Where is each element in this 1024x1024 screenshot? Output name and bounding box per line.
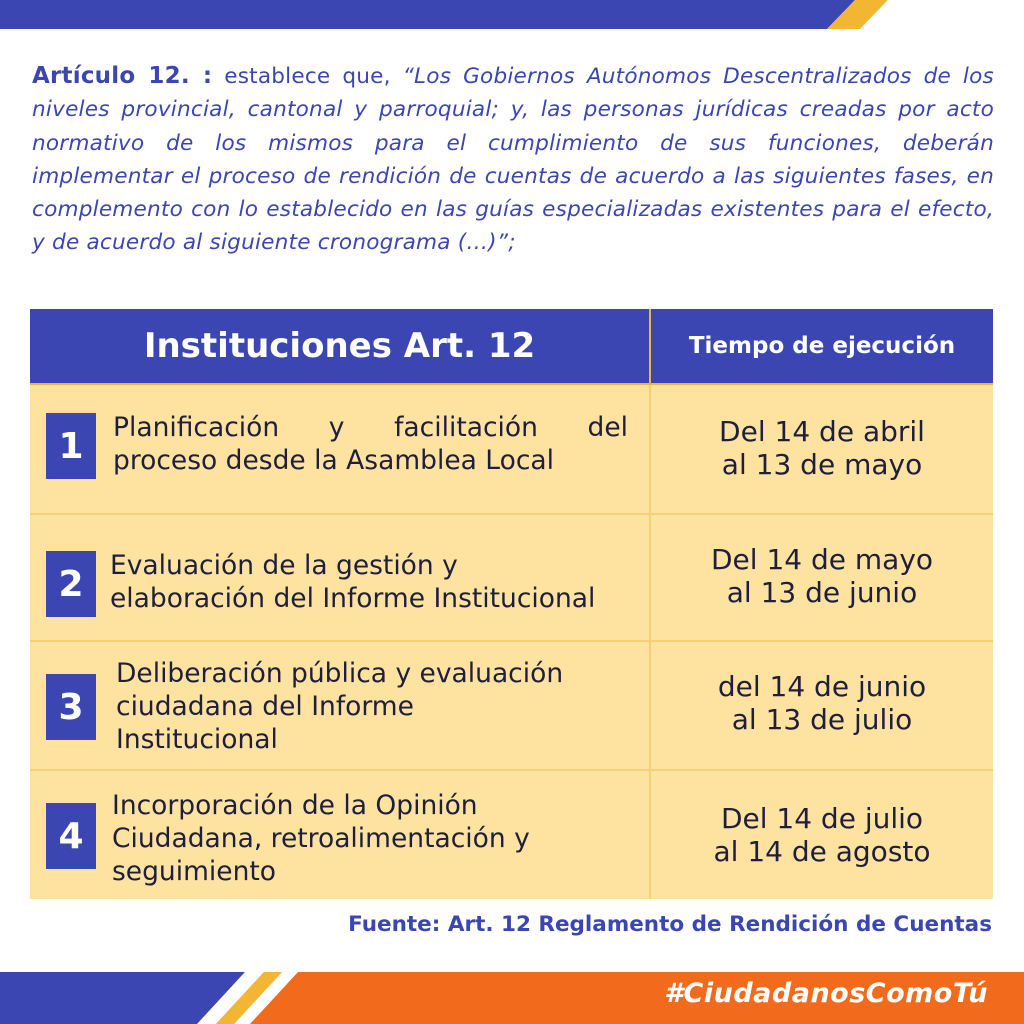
schedule-table [30, 309, 993, 899]
phase-description [116, 657, 636, 756]
date-line: al 13 de mayo [721, 448, 923, 481]
article-quote: “Los Gobiernos Autónomos Descentralizados de los niveles provincial, cantonal y parroquial; y, las personas jurídicas creadas por acto normativo de los mismos para el cumplimiento de sus funciones, deberán implementar el proceso de rendición de cuentas de acuerdo a las siguientes fases, en complemento con lo establecido en las guías especializadas existentes para el efecto, y de acuerdo al siguiente cronograma (…)”; [32, 64, 994, 256]
date-line: del 14 de junio [717, 670, 927, 703]
phase-line: Evaluación de la gestión y [110, 550, 458, 581]
phase-line: Incorporación de la Opinión [112, 790, 478, 821]
table-row [30, 385, 993, 513]
source-citation: Fuente: Art. 12 Reglamento de Rendición de Cuentas [348, 912, 992, 937]
phase-number: 3 [46, 674, 96, 740]
header-execution-time: Tiempo de ejecución [688, 333, 956, 359]
date-line: Del 14 de mayo [710, 543, 934, 576]
table-header [30, 309, 993, 385]
execution-period [651, 543, 993, 609]
top-banner [0, 0, 1024, 29]
campaign-hashtag: #CiudadanosComoTú [664, 978, 988, 1009]
phase-line: seguimiento [112, 856, 276, 887]
phase-line: Ciudadana, retroalimentación y [112, 823, 530, 854]
phase-line: Deliberación pública y evaluación [116, 658, 564, 689]
date-line: al 14 de agosto [713, 835, 931, 868]
phase-number: 2 [46, 551, 96, 617]
date-line: al 13 de junio [726, 576, 918, 609]
phase-description [110, 549, 650, 615]
phase-line: Institucional [116, 724, 278, 755]
phase-line: ciudadana del Informe [116, 691, 414, 722]
phase-line: elaboración del Informe Institucional [110, 583, 596, 614]
phase-line: Planificación y facilitación del [113, 412, 628, 443]
execution-period [651, 802, 993, 868]
article-heading: Artículo 12. : [32, 63, 213, 89]
date-line: Del 14 de julio [720, 802, 924, 835]
phase-number: 1 [46, 413, 96, 479]
phase-line: proceso desde la Asamblea Local [113, 445, 554, 476]
table-row [30, 771, 993, 899]
table-row [30, 515, 993, 640]
header-institutions: Instituciones Art. 12 [143, 326, 536, 366]
date-line: al 13 de julio [731, 703, 913, 736]
intro-connector: establece que, [212, 64, 403, 89]
intro-paragraph [32, 60, 994, 260]
phase-description [112, 789, 632, 888]
date-line: Del 14 de abril [719, 415, 925, 448]
execution-period [651, 670, 993, 736]
table-row [30, 642, 993, 769]
phase-number: 4 [46, 803, 96, 869]
execution-period [651, 415, 993, 481]
phase-description [113, 411, 628, 477]
